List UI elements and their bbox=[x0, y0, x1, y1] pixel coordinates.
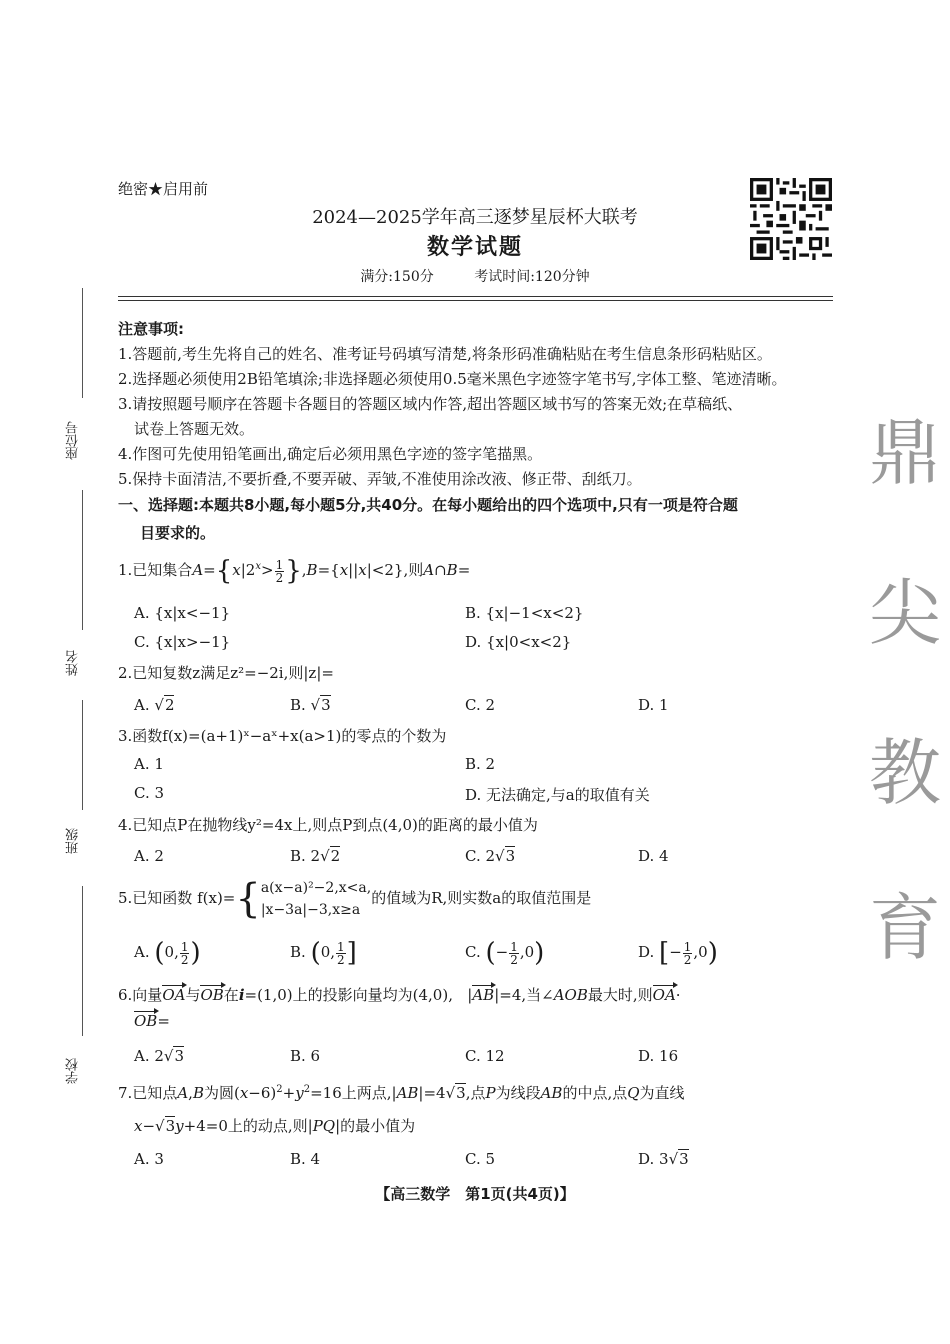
q3-option-a: A. 1 bbox=[134, 755, 164, 773]
question-6-stem: 6.向量OA与OB在i=(1,0)上的投影向量均为(4,0), |AB|=4,当∠AOB最大时,则OA· bbox=[118, 986, 681, 1004]
exam-title: 2024—2025学年高三逐梦星辰杯大联考 bbox=[312, 207, 638, 228]
question-5-stem: 5.已知函数 f(x)={a(x−a)²−2,x<a, |x−3a|−3,x≥a的值域为R,则实数a的取值范围是 bbox=[118, 876, 592, 922]
notice-item: 2.选择题必须使用2B铅笔填涂;非选择题必须使用0.5毫米黑色字迹签字笔书写,字体工整、笔迹清晰。 bbox=[118, 370, 787, 388]
q7-option-c: C. 5 bbox=[465, 1150, 496, 1168]
subject-title: 数学试题 bbox=[426, 234, 523, 260]
question-2-stem: 2.已知复数z满足z²=−2i,则|z|= bbox=[118, 664, 334, 682]
notice-item: 3.请按照题号顺序在答题卡各题目的答题区域内作答,超出答题区域书写的答案无效;在草稿纸、 bbox=[118, 395, 743, 413]
q1-option-a: A. {x|x<−1} bbox=[134, 604, 231, 622]
question-7-stem-cont: x−√3y+4=0上的动点,则|PQ|的最小值为 bbox=[134, 1117, 416, 1135]
q5-option-c: C. (− $\frac{1}{2}$ ,0) bbox=[465, 938, 545, 968]
header-rule-bottom bbox=[118, 300, 833, 301]
question-4-stem: 4.已知点P在抛物线y²=4x上,则点P到点(4,0)的距离的最小值为 bbox=[118, 816, 538, 834]
question-6-stem-cont: OB= bbox=[134, 1012, 170, 1030]
notice-item: 4.作图可先使用铅笔画出,确定后必须用黑色字迹的签字笔描黑。 bbox=[118, 445, 543, 463]
q2-option-b: B. √3 bbox=[290, 696, 331, 714]
notice-heading: 注意事项: bbox=[118, 320, 184, 338]
header-rule-top bbox=[118, 296, 833, 297]
exam-meta bbox=[0, 266, 950, 286]
q2-option-d: D. 1 bbox=[638, 696, 669, 714]
notice-item: 1.答题前,考生先将自己的姓名、准考证号码填写清楚,将条形码准确粘贴在考生信息条形码粘贴区。 bbox=[118, 345, 772, 363]
q5-stem-pre: 5.已知函数 f(x)= bbox=[118, 889, 236, 907]
section-heading-cont: 目要求的。 bbox=[140, 524, 216, 542]
watermark-char: 尖 bbox=[868, 571, 941, 655]
q5-option-a: A. (0, $\frac{1}{2}$ ) bbox=[134, 938, 201, 968]
q5-option-d: D. [− $\frac{1}{2}$ ,0) bbox=[638, 938, 718, 968]
q3-option-c: C. 3 bbox=[134, 784, 165, 802]
q1-option-c: C. {x|x>−1} bbox=[134, 633, 231, 651]
watermark-char: 教 bbox=[868, 731, 941, 815]
q6-option-d: D. 16 bbox=[638, 1047, 679, 1065]
watermark-char: 育 bbox=[868, 886, 941, 970]
margin-line bbox=[82, 886, 83, 1036]
q2-option-a: A. √2 bbox=[134, 696, 175, 714]
margin-line bbox=[82, 490, 83, 630]
q7-option-a: A. 3 bbox=[134, 1150, 164, 1168]
page-footer: 【高三数学 第1页(共4页)】 bbox=[375, 1185, 575, 1203]
q7-option-d: D. 3√3 bbox=[638, 1150, 689, 1168]
q6-option-b: B. 6 bbox=[290, 1047, 321, 1065]
seat-label: 座位号 bbox=[66, 421, 81, 460]
secret-label: 绝密★启用前 bbox=[118, 180, 209, 198]
q4-option-a: A. 2 bbox=[134, 847, 164, 865]
question-1-stem: 1.已知集合$A=\{x|2^x>$ $\frac{1}{2}$ },B={x||x|<2},则A∩B= bbox=[118, 556, 471, 586]
class-label: 班级 bbox=[66, 828, 81, 854]
notice-item: 5.保持卡面清洁,不要折叠,不要弄破、弄皱,不准使用涂改液、修正带、刮纸刀。 bbox=[118, 470, 642, 488]
q4-option-b: B. 2√2 bbox=[290, 847, 341, 865]
q1-option-b: B. {x|−1<x<2} bbox=[465, 604, 584, 622]
watermark-char: 鼎 bbox=[868, 411, 941, 495]
full-score: 满分:150分 bbox=[360, 269, 434, 285]
q5-case-1: a(x−a)²−2,x<a, bbox=[260, 880, 372, 896]
q3-option-b: B. 2 bbox=[465, 755, 496, 773]
q6-option-a: A. 2√3 bbox=[134, 1047, 185, 1065]
notice-item: 试卷上答题无效。 bbox=[134, 420, 255, 438]
q5-case-2: |x−3a|−3,x≥a bbox=[260, 902, 361, 918]
school-label: 学校 bbox=[66, 1058, 81, 1084]
q6-option-c: C. 12 bbox=[465, 1047, 505, 1065]
question-3-stem: 3.函数f(x)=(a+1)ˣ−aˣ+x(a>1)的零点的个数为 bbox=[118, 727, 447, 745]
question-7-stem: 7.已知点A,B为圆$(x-6)^2+y^2=16$上两点,|AB|=4√3,点P为线段AB的中点,点Q为直线 bbox=[118, 1084, 685, 1102]
q5-option-b: B. (0, $\frac{1}{2}$ ] bbox=[290, 938, 357, 968]
name-label: 姓名 bbox=[66, 650, 81, 676]
margin-line bbox=[82, 700, 83, 810]
exam-time: 考试时间:120分钟 bbox=[474, 269, 590, 285]
q4-option-d: D. 4 bbox=[638, 847, 669, 865]
q2-option-c: C. 2 bbox=[465, 696, 496, 714]
q3-option-d: D. 无法确定,与a的取值有关 bbox=[465, 786, 650, 804]
q1-option-d: D. {x|0<x<2} bbox=[465, 633, 572, 651]
margin-line bbox=[82, 288, 83, 398]
q5-stem-post: 的值域为R,则实数a的取值范围是 bbox=[371, 889, 592, 907]
section-heading: 一、选择题:本题共8小题,每小题5分,共40分。在每小题给出的四个选项中,只有一项是符合题 bbox=[118, 496, 738, 514]
q7-option-b: B. 4 bbox=[290, 1150, 321, 1168]
q4-option-c: C. 2√3 bbox=[465, 847, 516, 865]
qr-code-icon bbox=[750, 178, 832, 260]
